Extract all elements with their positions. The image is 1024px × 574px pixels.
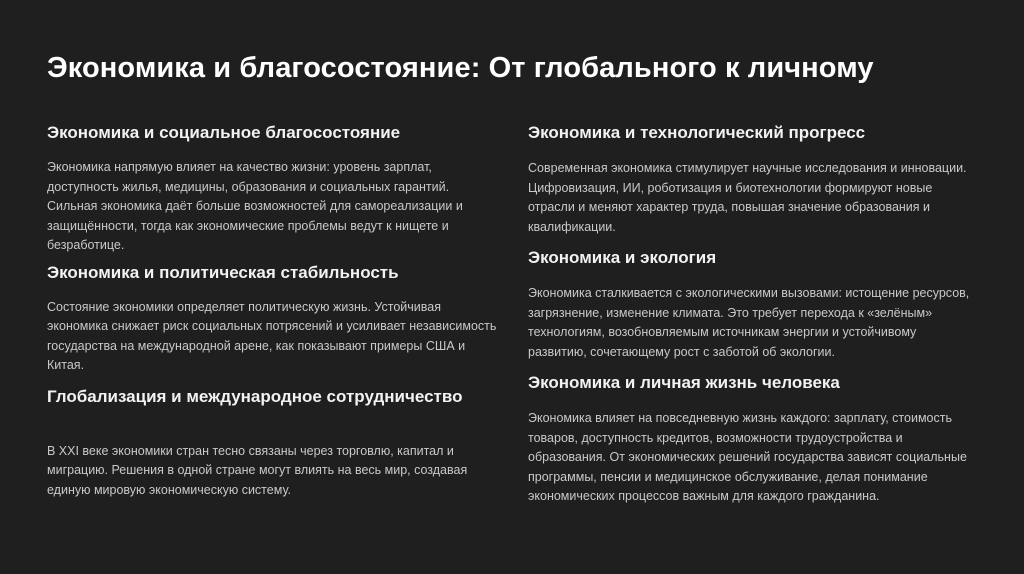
section-heading: Глобализация и международное сотрудничество	[47, 386, 463, 406]
left-column	[47, 122, 497, 500]
section-text: Экономика сталкивается с экологическими вызовами: истощение ресурсов, загрязнение, изменение климата. Это требует перехода к «зелёным» технологиям, возобновляемым источникам энергии и устойчивому развитию, сочетающему рост с заботой об экологии.	[528, 286, 970, 359]
slide-title: Экономика и благосостояние: От глобального к личному	[47, 52, 874, 84]
section-social-welfare	[47, 122, 497, 256]
section-political-stability	[47, 262, 497, 376]
section-text: В XXI веке экономики стран тесно связаны через торговлю, капитал и миграцию. Решения в одной стране могут влиять на весь мир, создавая единую мировую экономическую систему.	[47, 443, 468, 497]
section-text: Экономика влияет на повседневную жизнь каждого: зарплату, стоимость товаров, доступность кредитов, возможности трудоустройства и образования. От экономических решений государства зависят социальные программы, пенсии и медицинское обслуживание, делая понимание экономических процессов важным для каждого гражданина.	[528, 411, 967, 503]
section-heading: Экономика и социальное благосостояние	[47, 123, 401, 142]
section-globalization	[47, 386, 497, 501]
section-tech-progress	[528, 122, 978, 237]
right-column	[528, 122, 978, 517]
section-text: Экономика напрямую влияет на качество жизни: уровень зарплат, доступность жилья, медицины, образования и социальных гарантий. Сильная экономика даёт больше возможностей для самореализации и защищённости, тогда как экономические проблемы ведут к нищете и безработице.	[47, 160, 463, 252]
section-heading: Экономика и политическая стабильность	[47, 262, 399, 282]
section-heading: Экономика и технологический прогресс	[528, 123, 866, 142]
section-ecology	[528, 247, 978, 362]
section-text: Современная экономика стимулирует научные исследования и инновации. Цифровизация, ИИ, роботизация и биотехнологии формируют новые отрасли и меняют характер труда, повышая значение образования и квалификации.	[528, 161, 967, 234]
section-text: Состояние экономики определяет политическую жизнь. Устойчивая экономика снижает риск социальных потрясений и усиливает независимость государства на международной арене, как показывают примеры США и Китая.	[47, 299, 497, 372]
section-heading: Экономика и личная жизнь человека	[528, 373, 840, 392]
section-personal-life	[528, 372, 978, 507]
section-heading: Экономика и экология	[528, 248, 717, 267]
